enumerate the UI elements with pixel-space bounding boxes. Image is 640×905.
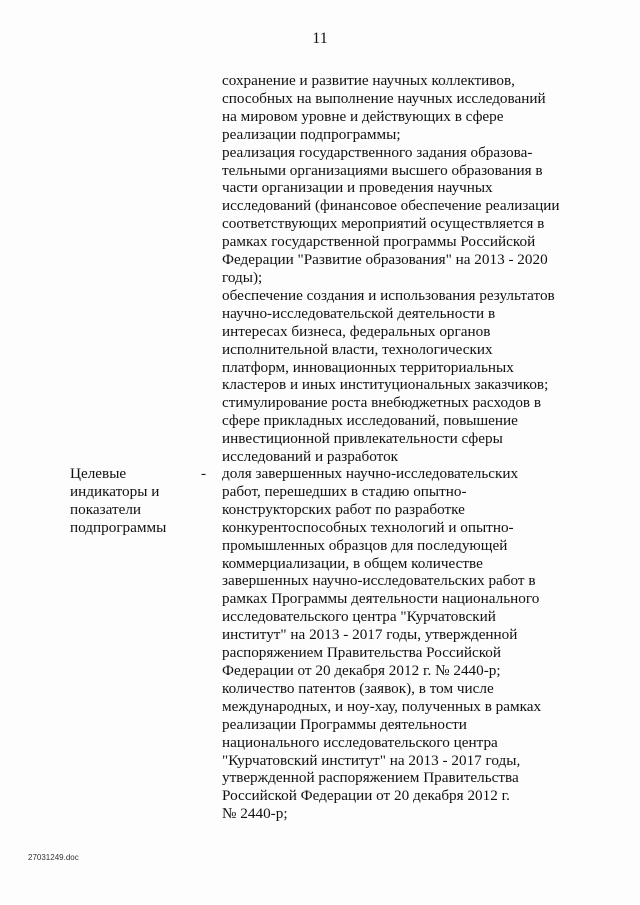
text-line: Федерации "Развитие образования" на 2013 - 2020	[222, 251, 548, 269]
text-line: исполнительной власти, технологических	[222, 340, 493, 358]
text-line: реализации подпрограммы;	[222, 125, 401, 143]
text-line: международных, и ноу-хау, полученных в рамках	[222, 697, 542, 715]
text-line: сфере прикладных исследований, повышение	[222, 412, 518, 430]
text-line: рамках государственной программы Российской	[222, 233, 536, 251]
dash-separator: -	[201, 465, 207, 482]
text-line: количество патентов (заявок), в том числе	[222, 679, 494, 697]
text-line: годы);	[222, 268, 263, 286]
text-line: сохранение и развитие научных коллективов,	[222, 72, 515, 89]
section-label-line: показатели	[70, 500, 142, 518]
text-line: национального исследовательского центра	[222, 733, 498, 751]
text-line: коммерциализации, в общем количестве	[222, 554, 483, 572]
text-line: распоряжением Правительства Российской	[222, 644, 502, 662]
page-number: 11	[312, 30, 328, 47]
section-label-line: индикаторы и	[70, 482, 160, 500]
text-line: утвержденной распоряжением Правительства	[222, 769, 519, 787]
text-line: кластеров и иных институциональных заказчиков;	[222, 376, 549, 394]
section-label-line: Целевые	[70, 465, 127, 482]
subprogram-tasks-text	[222, 72, 582, 466]
section-label	[70, 465, 195, 537]
text-line: научно-исследовательской деятельности в	[222, 304, 496, 322]
text-line: исследовательского центра "Курчатовский	[222, 608, 496, 626]
text-line: рамках Программы деятельности национального	[222, 590, 540, 608]
text-line: работ, перешедших в стадию опытно-	[222, 482, 467, 500]
text-line: промышленных образцов для последующей	[222, 536, 508, 554]
text-line: Федерации от 20 декабря 2012 г. № 2440-р;	[222, 661, 501, 679]
text-line: интересах бизнеса, федеральных органов	[222, 322, 491, 340]
text-line: доля завершенных научно-исследовательских	[222, 465, 519, 482]
text-line: на мировом уровне и действующих в сфере	[222, 107, 504, 125]
text-line: конкурентоспособных технологий и опытно-	[222, 518, 514, 536]
text-line: обеспечение создания и использования результатов	[222, 286, 555, 304]
text-line: "Курчатовский институт" на 2013 - 2017 годы,	[222, 751, 521, 769]
text-line: реализации Программы деятельности	[222, 715, 467, 733]
text-line: исследований и разработок	[222, 448, 399, 466]
text-line: конструкторских работ по разработке	[222, 500, 465, 518]
text-line: Российской Федерации от 20 декабря 2012 г.	[222, 787, 510, 805]
text-line: институт" на 2013 - 2017 годы, утвержденной	[222, 626, 518, 644]
text-line: инвестиционной привлекательности сферы	[222, 430, 503, 448]
text-line: соответствующих мероприятий осуществляется в	[222, 215, 545, 233]
text-line: части организации и проведения научных	[222, 179, 493, 197]
text-line: завершенных научно-исследовательских работ в	[222, 572, 536, 590]
text-line: № 2440-р;	[222, 805, 288, 823]
text-line: исследований (финансовое обеспечение реализации	[222, 197, 560, 215]
target-indicators-text	[222, 465, 582, 823]
text-line: тельными организациями высшего образования в	[222, 161, 543, 179]
text-line: платформ, инновационных территориальных	[222, 358, 514, 376]
text-line: реализация государственного задания образова-	[222, 143, 533, 161]
file-name-footer: 27031249.doc	[28, 853, 79, 862]
section-label-line: подпрограммы	[70, 518, 167, 536]
text-line: стимулирование роста внебюджетных расходов в	[222, 394, 542, 412]
text-line: способных на выполнение научных исследований	[222, 89, 546, 107]
